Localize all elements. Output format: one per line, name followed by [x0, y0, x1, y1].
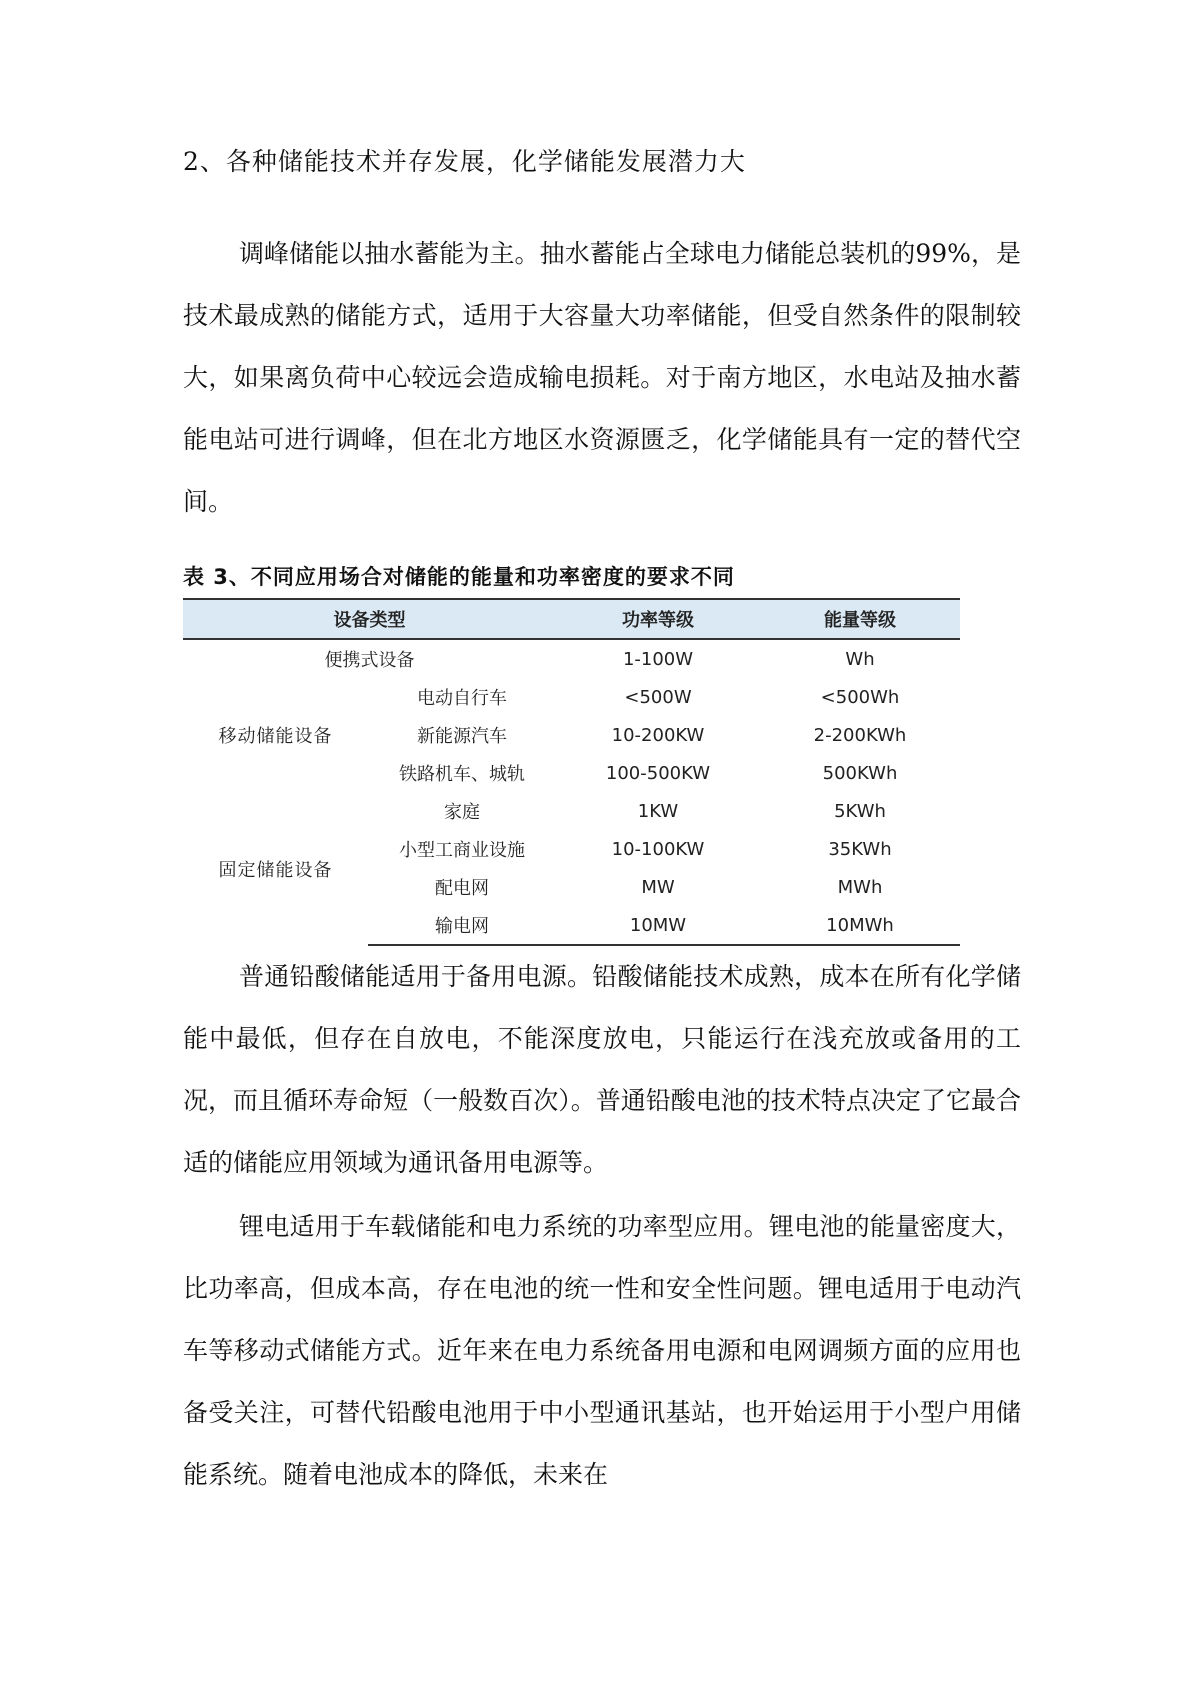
energy-value: Wh — [845, 648, 875, 670]
storage-requirements-table — [183, 598, 960, 946]
device-name: 家庭 — [444, 802, 480, 823]
paragraph-lithium: 锂电适用于车载储能和电力系统的功率型应用。锂电池的能量密度大，比功率高，但成本高，存在电池的统一性和安全性问题。锂电适用于电动汽车等移动式储能方式。近年来在电力系统备用电源和电网调频方面的应用也备受关注，可替代铅酸电池用于中小型通讯基站，也开始运用于小型户用储能系统。随着电池成本的降低，未来在 — [183, 1212, 1021, 1489]
table-caption: 表 3、不同应用场合对储能的能量和功率密度的要求不同 — [183, 565, 735, 589]
group-label-fixed: 固定储能设备 — [218, 859, 333, 881]
header-power-level: 功率等级 — [556, 599, 760, 639]
device-name: 便携式设备 — [324, 650, 415, 671]
energy-value: 2-200KWh — [813, 724, 907, 746]
power-value: MW — [641, 876, 675, 898]
paragraph-lead-acid: 普通铅酸储能适用于备用电源。铅酸储能技术成熟，成本在所有化学储能中最低，但存在自放电，不能深度放电，只能运行在浅充放或备用的工况，而且循环寿命短（一般数百次）。普通铅酸电池的技术特点决定了它最合适的储能应用领域为通讯备用电源等。 — [183, 962, 1021, 1177]
energy-value: 500KWh — [822, 762, 898, 784]
device-name: 电动自行车 — [417, 688, 507, 709]
energy-value: MWh — [837, 876, 883, 898]
power-value: 10MW — [556, 906, 760, 945]
power-value: <500W — [624, 686, 692, 708]
energy-value: 10MWh — [760, 906, 960, 945]
device-name: 铁路机车、城轨 — [399, 764, 525, 785]
table-row — [183, 639, 960, 678]
energy-value: 5KWh — [834, 800, 886, 822]
power-value: 1-100W — [622, 648, 694, 670]
power-value: 10-100KW — [611, 838, 705, 860]
device-name: 新能源汽车 — [417, 726, 507, 747]
section-heading: 2、各种储能技术并存发展，化学储能发展潜力大 — [183, 147, 746, 176]
table-row — [183, 678, 960, 716]
energy-value: <500Wh — [820, 686, 900, 708]
header-energy-level: 能量等级 — [760, 599, 960, 639]
device-name: 配电网 — [435, 878, 489, 899]
paragraph-pumped-storage: 调峰储能以抽水蓄能为主。抽水蓄能占全球电力储能总装机的99%，是技术最成熟的储能方式，适用于大容量大功率储能，但受自然条件的限制较大，如果离负荷中心较远会造成输电损耗。对于南方地区，水电站及抽水蓄能电站可进行调峰，但在北方地区水资源匮乏，化学储能具有一定的替代空间。 — [183, 239, 1021, 516]
table-row — [183, 792, 960, 830]
energy-value: 35KWh — [828, 838, 892, 860]
header-device-type: 设备类型 — [183, 599, 556, 639]
power-value: 10-200KW — [611, 724, 705, 746]
power-value: 1KW — [637, 800, 679, 822]
group-label-mobile: 移动储能设备 — [218, 726, 333, 747]
device-name: 小型工商业设施 — [399, 840, 525, 861]
power-value: 100-500KW — [605, 762, 711, 784]
device-name: 输电网 — [368, 906, 556, 945]
table-header-row — [183, 599, 960, 639]
